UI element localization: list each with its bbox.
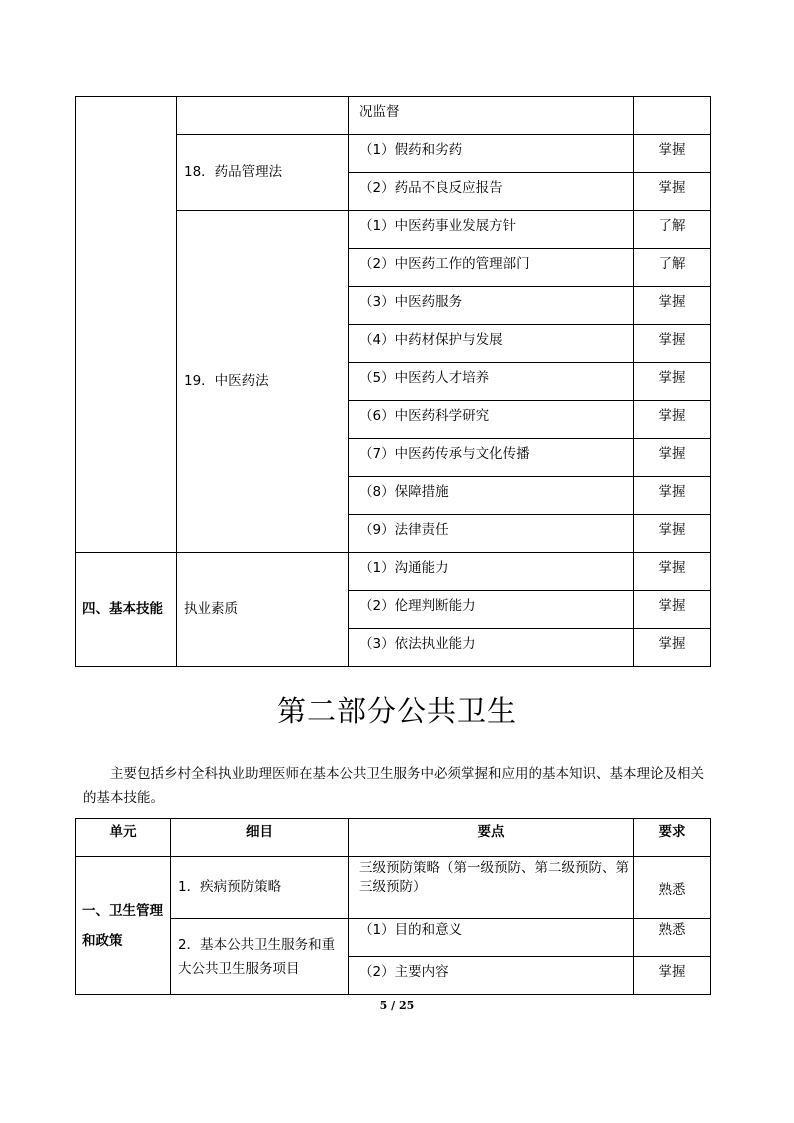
requirement-cell: 掌握 — [634, 515, 711, 553]
requirement-cell: 掌握 — [634, 325, 711, 363]
subject-cell: 2．基本公共卫生服务和重大公共卫生服务项目 — [171, 919, 349, 995]
requirement-cell: 掌握 — [634, 287, 711, 325]
requirement-cell-empty — [634, 97, 711, 135]
subject-cell-empty — [177, 97, 349, 135]
requirement-cell: 掌握 — [634, 629, 711, 667]
syllabus-table-continued — [75, 96, 711, 667]
requirement-cell: 掌握 — [634, 477, 711, 515]
requirement-cell: 熟悉 — [634, 919, 711, 957]
point-cell: （2）中医药工作的管理部门 — [349, 249, 634, 287]
header-subject: 细目 — [171, 819, 349, 857]
unit-cell-empty — [76, 97, 177, 553]
point-cell: （1）沟通能力 — [349, 553, 634, 591]
unit-cell: 四、基本技能 — [76, 553, 177, 667]
table-row — [76, 857, 711, 919]
table-header-row — [76, 819, 711, 857]
point-cell: （5）中医药人才培养 — [349, 363, 634, 401]
requirement-cell: 掌握 — [634, 591, 711, 629]
header-point: 要点 — [349, 819, 634, 857]
intro-paragraph: 主要包括乡村全科执业助理医师在基本公共卫生服务中必须掌握和应用的基本知识、基本理论及相关的基本技能。 — [83, 766, 704, 806]
requirement-cell: 掌握 — [634, 363, 711, 401]
table-row — [76, 553, 711, 591]
point-cell: （1）目的和意义 — [349, 919, 634, 957]
requirement-cell: 掌握 — [634, 401, 711, 439]
section-title: 第二部分公共卫生 — [276, 694, 517, 728]
requirement-cell: 掌握 — [634, 439, 711, 477]
header-requirement: 要求 — [634, 819, 711, 857]
header-unit: 单元 — [76, 819, 171, 857]
point-cell: （3）中医药服务 — [349, 287, 634, 325]
subject-cell: 18．药品管理法 — [177, 135, 349, 211]
point-cell: （4）中药材保护与发展 — [349, 325, 634, 363]
unit-cell: 一、卫生管理和政策 — [76, 857, 171, 995]
point-cell: （2）主要内容 — [349, 957, 634, 995]
requirement-cell: 了解 — [634, 249, 711, 287]
requirement-cell: 了解 — [634, 211, 711, 249]
requirement-cell: 掌握 — [634, 173, 711, 211]
requirement-cell: 掌握 — [634, 957, 711, 995]
subject-cell: 19．中医药法 — [177, 211, 349, 553]
requirement-cell: 掌握 — [634, 553, 711, 591]
requirement-cell: 熟悉 — [634, 857, 711, 919]
point-cell: （1）假药和劣药 — [349, 135, 634, 173]
point-cell: （1）中医药事业发展方针 — [349, 211, 634, 249]
point-cell: （2）药品不良反应报告 — [349, 173, 634, 211]
table-row — [76, 97, 711, 135]
subject-cell: 1．疾病预防策略 — [171, 857, 349, 919]
public-health-syllabus-table — [75, 818, 711, 995]
point-cell: （8）保障措施 — [349, 477, 634, 515]
point-cell: （9）法律责任 — [349, 515, 634, 553]
table-row — [76, 919, 711, 957]
point-cell: 三级预防策略（第一级预防、第二级预防、第三级预防） — [349, 857, 634, 919]
point-cell: （7）中医药传承与文化传播 — [349, 439, 634, 477]
point-cell: （6）中医药科学研究 — [349, 401, 634, 439]
point-cell: 况监督 — [349, 97, 634, 135]
point-cell: （3）依法执业能力 — [349, 629, 634, 667]
page-number: 5 / 25 — [379, 999, 415, 1012]
requirement-cell: 掌握 — [634, 135, 711, 173]
point-cell: （2）伦理判断能力 — [349, 591, 634, 629]
subject-cell: 执业素质 — [177, 553, 349, 667]
